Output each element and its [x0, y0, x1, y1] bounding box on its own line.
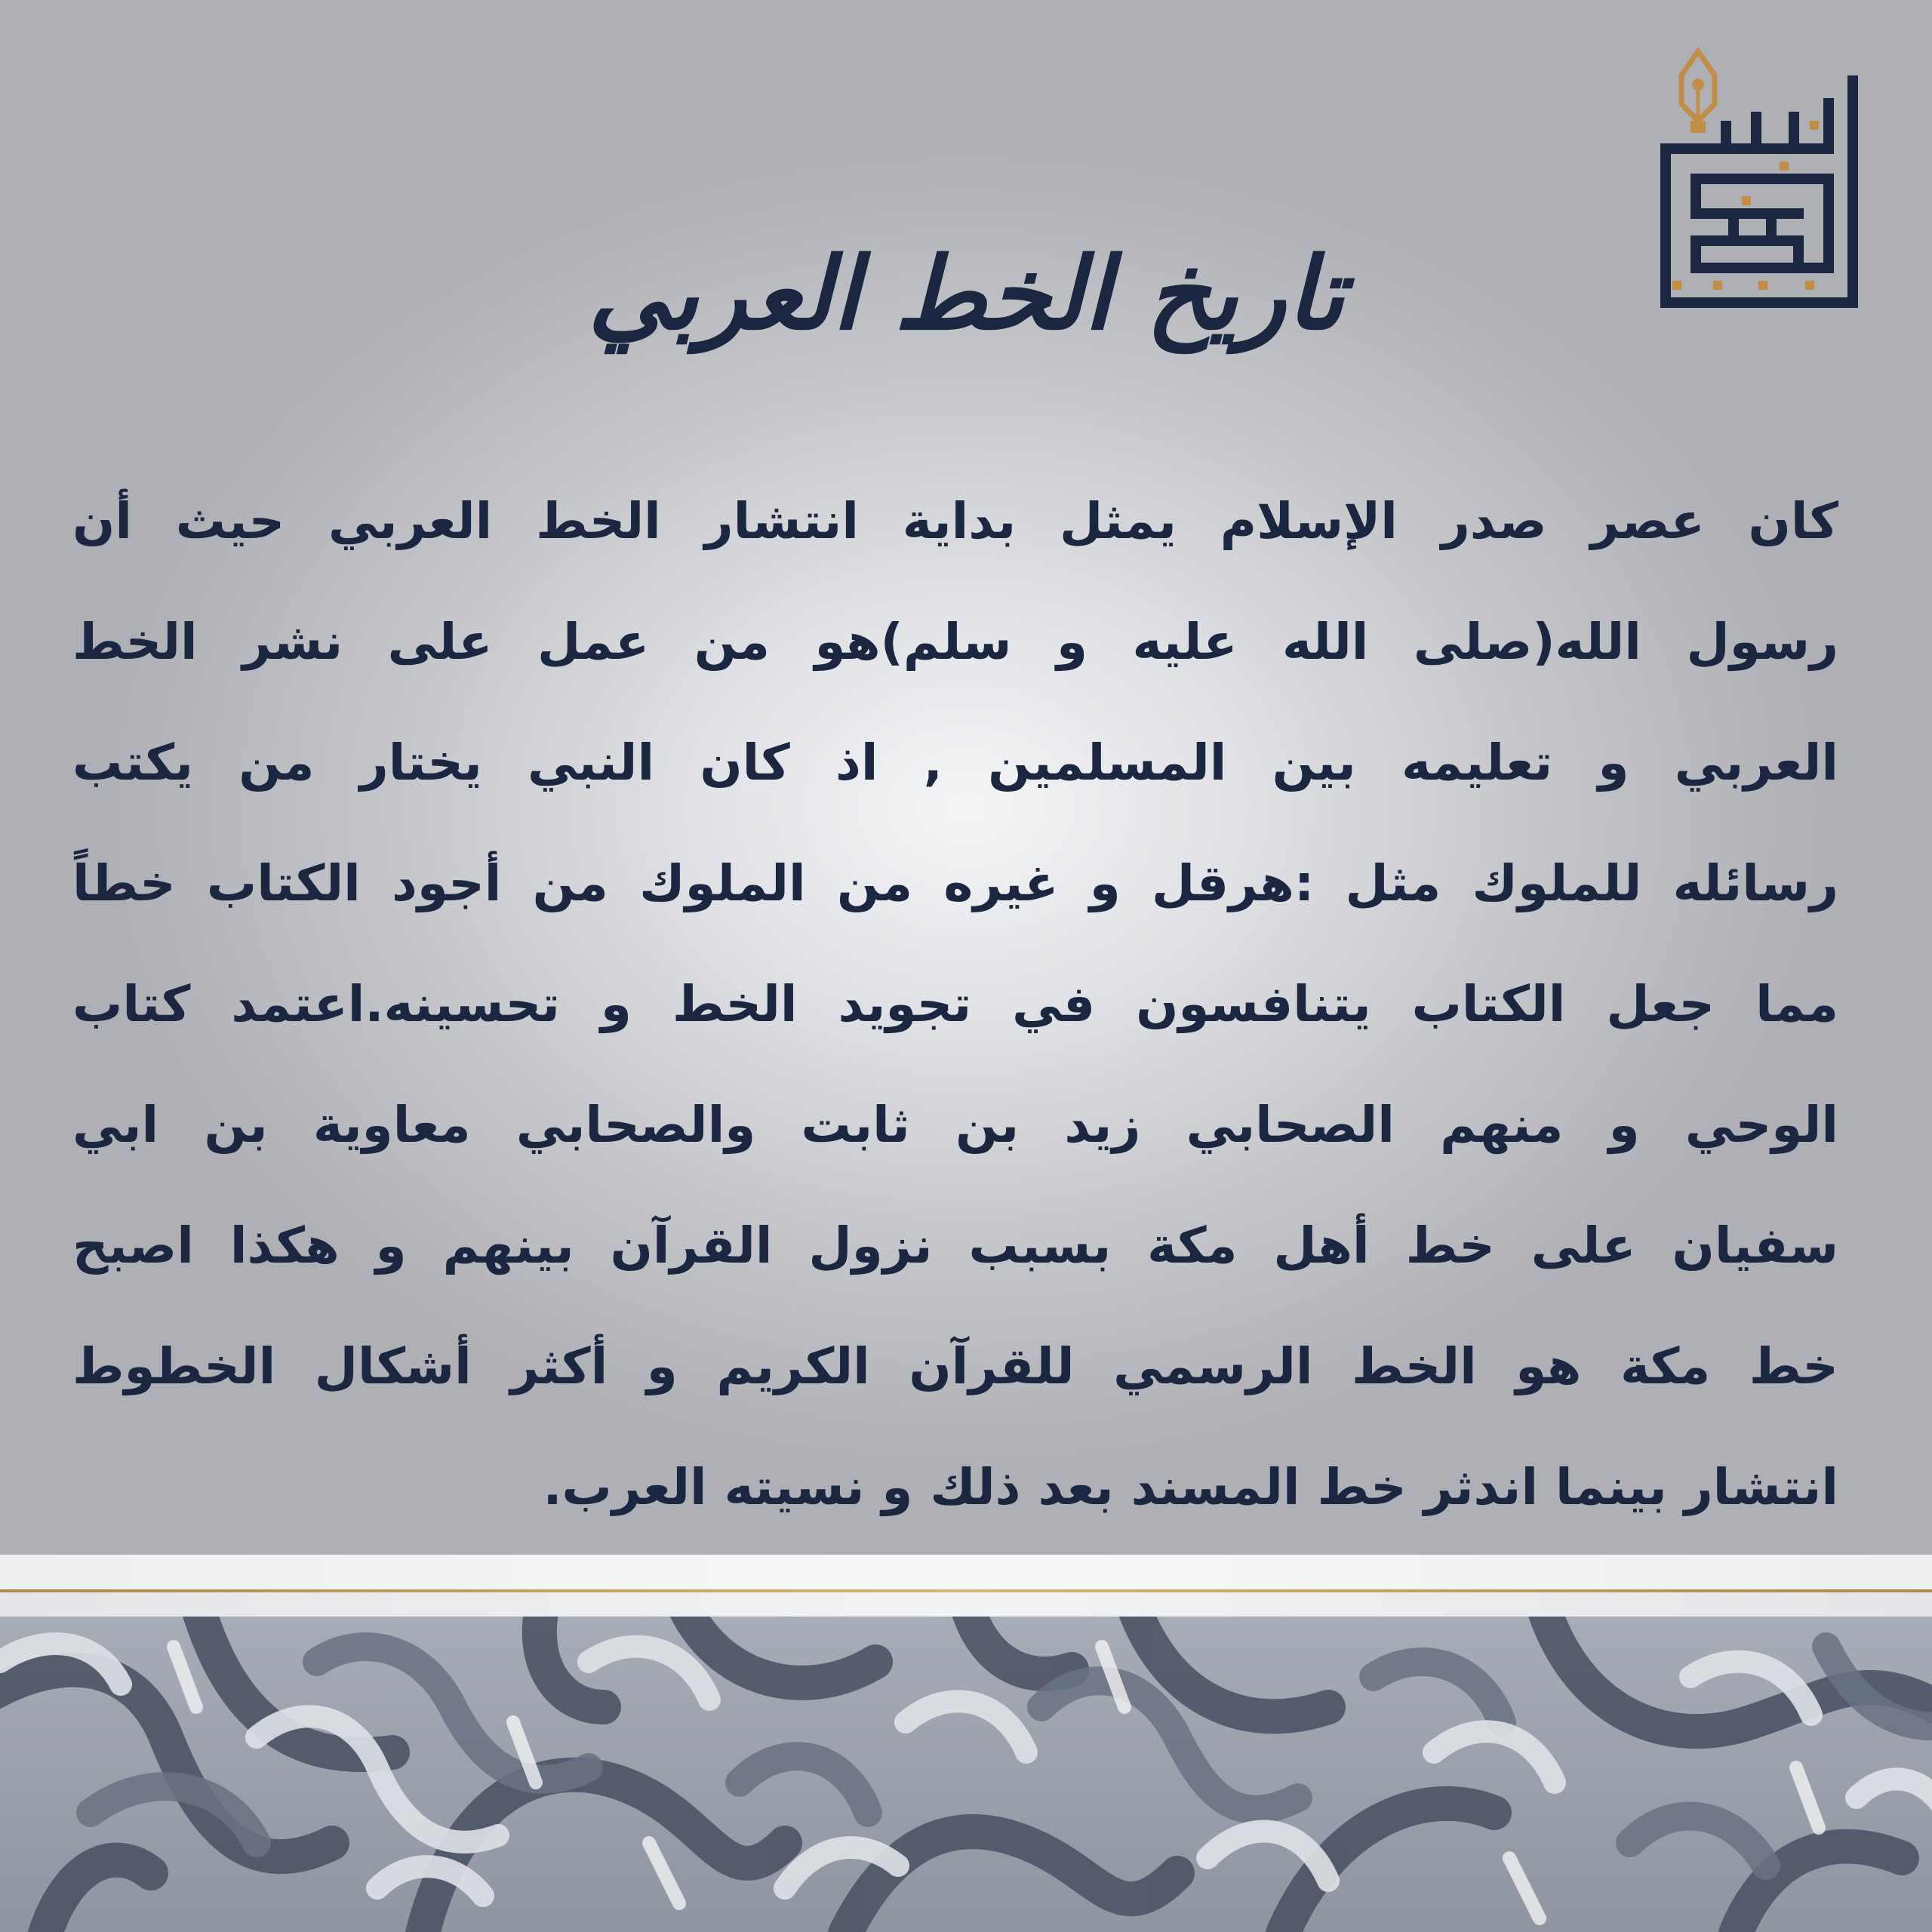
text-line-content: العربي و تعليمه بين المسلمين , اذ كان النبي يختار من يكتب	[72, 733, 1838, 792]
divider-band-lower	[0, 1592, 1932, 1617]
text-line-content: خط مكة هو الخط الرسمي للقرآن الكريم و أكثر أشكال الخطوط	[72, 1337, 1838, 1395]
divider-band	[0, 1555, 1932, 1594]
text-line	[72, 460, 1838, 581]
text-line	[72, 581, 1838, 702]
text-line	[72, 1185, 1838, 1306]
text-line-content: رسائله للملوك مثل :هرقل و غيره من الملوك من أجود الكتاب خطاً	[72, 854, 1838, 912]
text-line-content: انتشار بينما اندثر خط المسند بعد ذلك و نسيته العرب.	[543, 1457, 1838, 1516]
text-line	[72, 943, 1838, 1064]
text-line-content: مما جعل الكتاب يتنافسون في تجويد الخط و تحسينه.اعتمد كتاب	[72, 974, 1838, 1033]
text-line-content: سفيان على خط أهل مكة بسبب نزول القرآن بينهم و هكذا اصبح	[72, 1216, 1838, 1275]
text-line-content: كان عصر صدر الإسلام يمثل بداية انتشار الخط العربي حيث أن	[72, 491, 1838, 550]
text-line-content: الوحي و منهم الصحابي زيد بن ثابت والصحابي معاوية بن ابي	[72, 1095, 1838, 1154]
calligraphy-pattern-icon	[0, 1617, 1932, 1932]
text-line	[72, 702, 1838, 823]
text-line	[72, 1426, 1838, 1547]
text-line	[72, 1306, 1838, 1426]
text-line-content: رسول الله(صلى الله عليه و سلم)هو من عمل على نشر الخط	[72, 612, 1838, 671]
text-line	[72, 1064, 1838, 1185]
article-body	[72, 460, 1838, 1547]
calligraphy-pattern-band	[0, 1617, 1932, 1932]
page-title: تاريخ الخط العربي	[587, 235, 1345, 352]
text-line	[72, 823, 1838, 943]
pen-nib-icon	[1681, 51, 1715, 133]
